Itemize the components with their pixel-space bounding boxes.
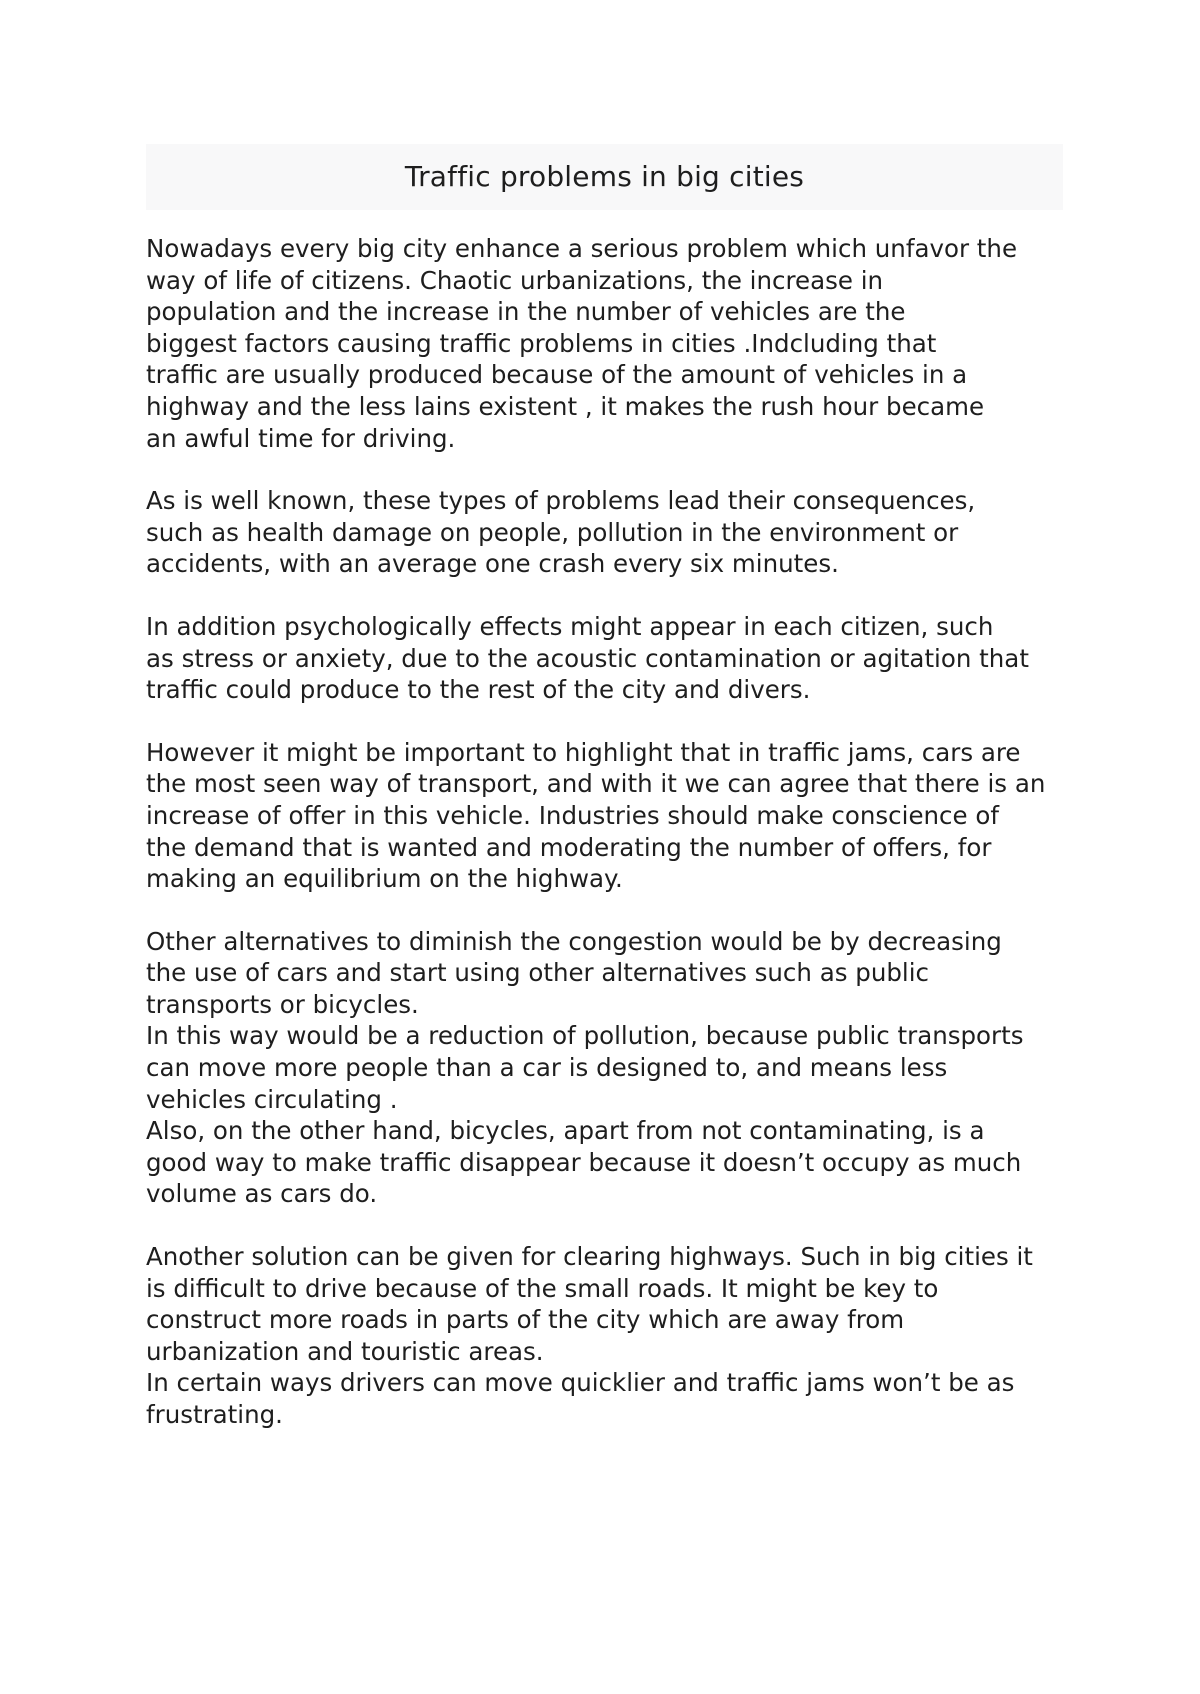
paragraph-psychological-effects — [146, 611, 1063, 706]
document-title: Traffic problems in big cities — [404, 160, 805, 193]
text-line: is difficult to drive because of the small roads. It might be key to — [146, 1273, 939, 1303]
text-line: biggest factors causing traffic problems in cities .Indcluding that — [146, 328, 937, 358]
text-line: frustrating. — [146, 1400, 283, 1429]
text-line: highway and the less lains existent , it makes the rush hour became — [146, 391, 985, 421]
text-line: the use of cars and start using other alternatives such as public — [146, 958, 929, 988]
text-line: construct more roads in parts of the city which are away from — [146, 1305, 905, 1335]
text-line: transports or bicycles. — [146, 989, 419, 1019]
text-line: volume as cars do. — [146, 1179, 378, 1209]
text-line: can move more people than a car is designed to, and means less — [146, 1053, 948, 1083]
text-line: good way to make traffic disappear because it doesn’t occupy as much — [146, 1147, 1022, 1177]
text-line: Nowadays every big city enhance a serious problem which unfavor the — [146, 234, 1018, 263]
text-line: the most seen way of transport, and with it we can agree that there is an — [146, 769, 1046, 799]
text-line: urbanization and touristic areas. — [146, 1336, 544, 1366]
text-line: As is well known, these types of problems lead their consequences, — [146, 486, 976, 516]
text-line: accidents, with an average one crash every six minutes. — [146, 549, 839, 579]
text-line: traffic are usually produced because of the amount of vehicles in a — [146, 360, 968, 390]
text-line: as stress or anxiety, due to the acoustic contamination or agitation that — [146, 643, 1029, 673]
paragraph-cars-supply — [146, 737, 1063, 895]
document-body — [146, 233, 1063, 1431]
text-line: Also, on the other hand, bicycles, apart from not contaminating, is a — [146, 1116, 985, 1146]
text-line: making an equilibrium on the highway. — [146, 864, 623, 894]
paragraph-road-construction — [146, 1241, 1063, 1431]
text-line: Other alternatives to diminish the congestion would be by decreasing — [146, 926, 1002, 956]
text-line: However it might be important to highlight that in traffic jams, cars are — [146, 737, 1021, 767]
text-line: traffic could produce to the rest of the city and divers. — [146, 675, 811, 705]
text-line: population and the increase in the number of vehicles are the — [146, 297, 906, 327]
text-line: In certain ways drivers can move quicklier and traffic jams won’t be as — [146, 1368, 1015, 1398]
text-line: In this way would be a reduction of pollution, because public transports — [146, 1021, 1024, 1051]
text-line: an awful time for driving. — [146, 423, 456, 453]
text-line: Another solution can be given for clearing highways. Such in big cities it — [146, 1242, 1033, 1272]
text-line: increase of offer in this vehicle. Industries should make conscience of — [146, 800, 1000, 830]
title-banner — [146, 144, 1063, 210]
text-line: In addition psychologically effects might appear in each citizen, such — [146, 611, 994, 641]
paragraph-consequences — [146, 485, 1063, 580]
text-line: the demand that is wanted and moderating the number of offers, for — [146, 832, 992, 862]
text-line: such as health damage on people, pollution in the environment or — [146, 517, 959, 547]
text-line: way of life of citizens. Chaotic urbanizations, the increase in — [146, 265, 884, 295]
paragraph-intro — [146, 233, 1063, 454]
text-line: vehicles circulating . — [146, 1084, 398, 1114]
paragraph-alternatives — [146, 926, 1063, 1210]
